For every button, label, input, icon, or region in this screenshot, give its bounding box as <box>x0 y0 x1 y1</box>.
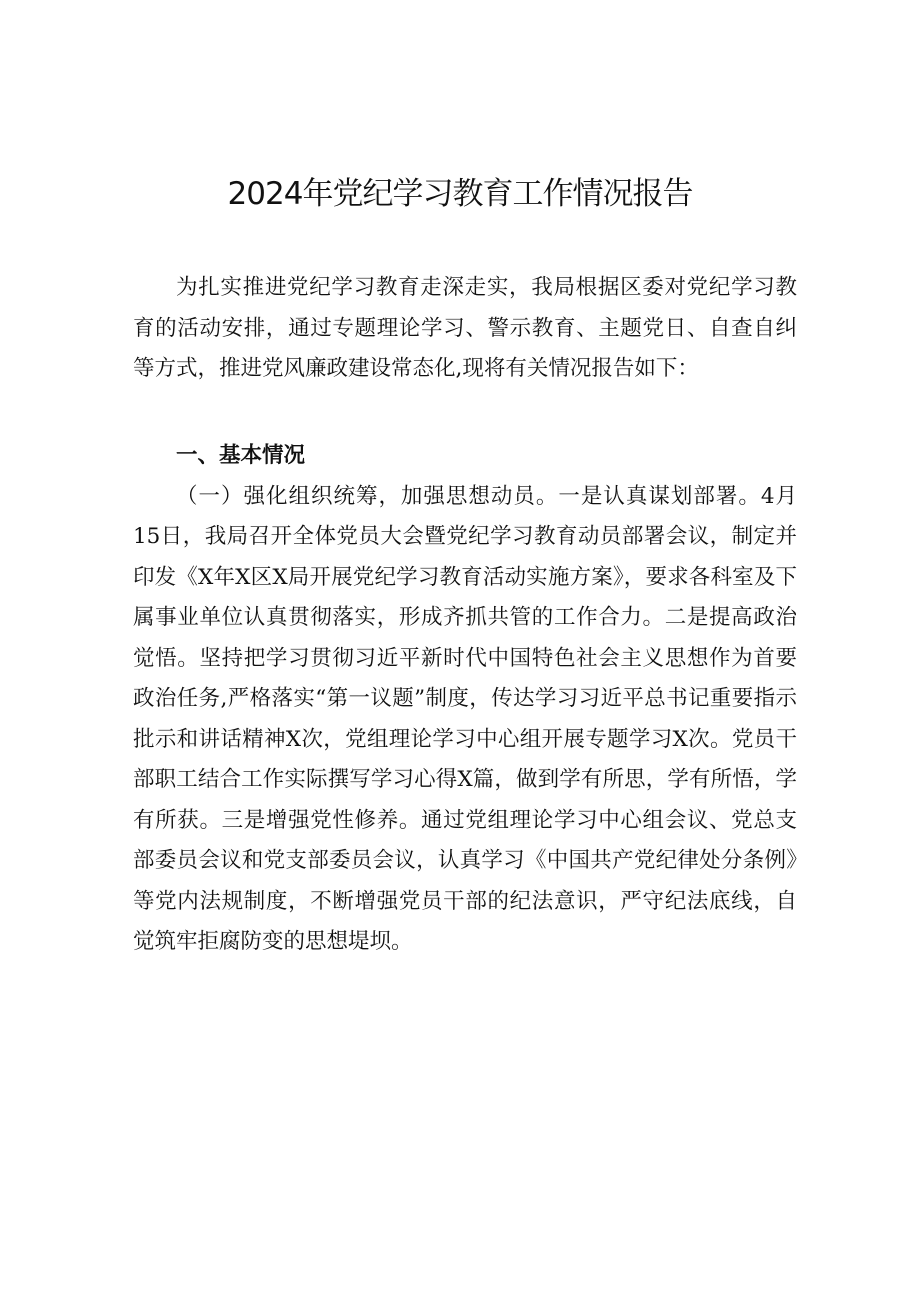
section-1-paragraph: （一）强化组织统筹，加强思想动员。一是认真谋划部署。4月15日，我局召开全体党员大会暨党纪学习教育动员部署会议，制定并印发《X年X区X局开展党纪学习教育活动实施方案》，要求各科室及下属事业单位认真贯彻落实，形成齐抓共管的工作合力。二是提高政治觉悟。坚持把学习贯彻习近平新时代中国特色社会主义思想作为首要政治任务,严格落实“第一议题”制度，传达学习习近平总书记重要指示批示和讲话精神X次，党组理论学习中心组开展专题学习X次。党员干部职工结合工作实际撰写学习心得X篇，做到学有所思，学有所悟，学有所获。三是增强党性修养。通过党组理论学习中心组会议、党总支部委员会议和党支部委员会议，认真学习《中国共产党纪律处分条例》等党内法规制度，不断增强党员干部的纪法意识，严守纪法底线，自觉筑牢拒腐防变的思想堤坝。 <box>133 483 797 954</box>
document-body <box>133 268 797 963</box>
document-title: 2024年党纪学习教育工作情况报告 <box>227 176 693 212</box>
section-heading-basic-situation: 一、基本情况 <box>176 443 306 468</box>
intro-paragraph: 为扎实推进党纪学习教育走深走实，我局根据区委对党纪学习教育的活动安排，通过专题理论学习、警示教育、主题党日、自查自纠等方式，推进党风廉政建设常态化,现将有关情况报告如下： <box>133 275 797 381</box>
